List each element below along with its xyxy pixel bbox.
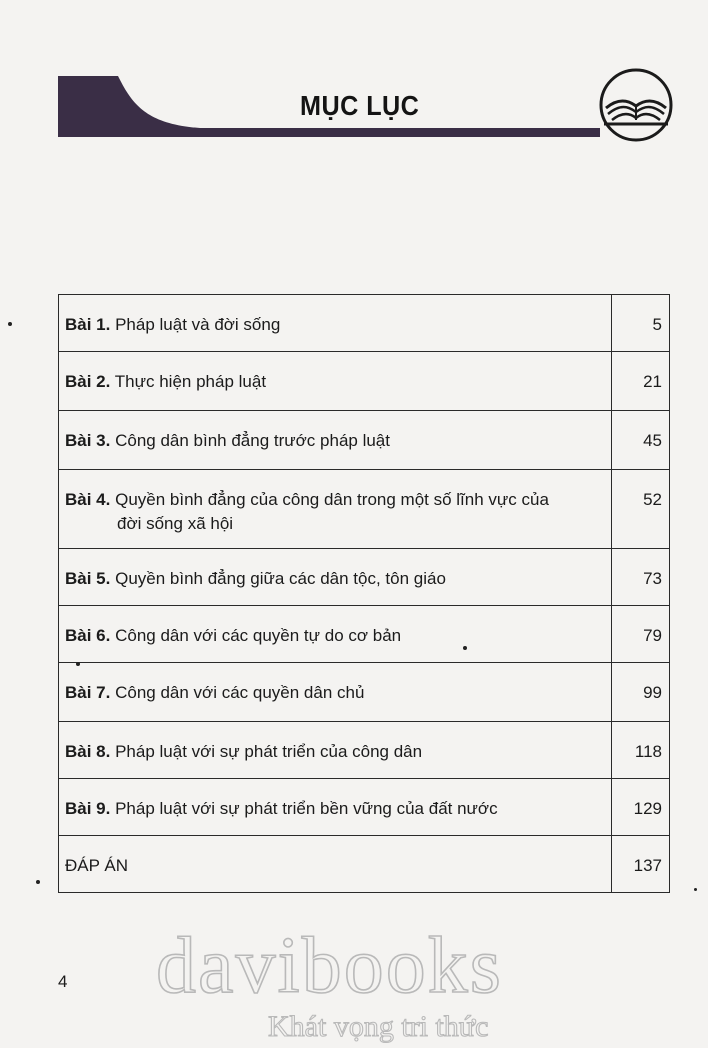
toc-lesson-cell [59, 836, 612, 893]
scan-speck [463, 646, 467, 650]
toc-page-cell: 129 [612, 779, 670, 836]
lesson-title-line2: đời sống xã hội [117, 514, 234, 533]
lesson-number: Bài 9. [65, 799, 111, 818]
page-title: MỤC LỤC [300, 90, 420, 121]
toc-page-cell: 118 [612, 722, 670, 779]
toc-lesson-cell [59, 549, 612, 606]
lesson-title: Công dân với các quyền tự do cơ bản [115, 626, 402, 645]
toc-table [58, 294, 670, 893]
toc-row[interactable] [59, 411, 670, 470]
toc-page-cell: 45 [612, 411, 670, 470]
toc-page-cell: 137 [612, 836, 670, 893]
watermark-brand: davibooks [156, 922, 503, 1010]
page-number: 4 [58, 972, 68, 991]
toc-page-cell: 73 [612, 549, 670, 606]
lesson-number: Bài 3. [65, 431, 111, 450]
watermark [0, 900, 708, 1048]
toc-row[interactable] [59, 295, 670, 352]
watermark-slogan: Khát vọng tri thức [268, 1010, 489, 1043]
toc-row[interactable] [59, 352, 670, 411]
lesson-title: Quyền bình đẳng giữa các dân tộc, tôn giáo [115, 569, 446, 588]
toc-lesson-cell [59, 663, 612, 722]
toc-lesson-cell [59, 606, 612, 663]
toc-row[interactable] [59, 722, 670, 779]
toc-row[interactable] [59, 470, 670, 549]
lesson-number: Bài 5. [65, 569, 111, 588]
toc-lesson-cell [59, 352, 612, 411]
toc-lesson-cell [59, 779, 612, 836]
lesson-title: Pháp luật với sự phát triển của công dân [115, 742, 423, 761]
open-book-icon [601, 70, 671, 140]
lesson-title: Công dân bình đẳng trước pháp luật [115, 431, 390, 450]
toc-row[interactable] [59, 663, 670, 722]
lesson-title: ĐÁP ÁN [65, 856, 128, 875]
scan-speck [694, 888, 697, 891]
toc-lesson-cell [59, 295, 612, 352]
toc-page-cell: 99 [612, 663, 670, 722]
lesson-number: Bài 8. [65, 742, 111, 761]
lesson-title: Công dân với các quyền dân chủ [115, 683, 365, 702]
lesson-title: Quyền bình đẳng của công dân trong một số lĩnh vực của [115, 490, 549, 509]
lesson-title: Pháp luật với sự phát triển bền vững của đất nước [115, 799, 498, 818]
toc-row[interactable] [59, 779, 670, 836]
lesson-number: Bài 1. [65, 315, 111, 334]
lesson-number: Bài 2. [65, 372, 111, 391]
scan-speck [36, 880, 40, 884]
scan-speck [76, 662, 80, 666]
lesson-number: Bài 7. [65, 683, 111, 702]
toc-page-cell: 79 [612, 606, 670, 663]
toc-page-cell: 5 [612, 295, 670, 352]
toc-lesson-cell [59, 470, 612, 549]
toc-row[interactable] [59, 836, 670, 893]
lesson-number: Bài 6. [65, 626, 111, 645]
toc-page-cell: 21 [612, 352, 670, 411]
toc-row[interactable] [59, 549, 670, 606]
toc-lesson-cell [59, 411, 612, 470]
toc-page-cell: 52 [612, 470, 670, 549]
lesson-number: Bài 4. [65, 490, 111, 509]
header-band [0, 0, 708, 150]
scan-speck [8, 322, 12, 326]
toc-lesson-cell [59, 722, 612, 779]
toc-row[interactable] [59, 606, 670, 663]
lesson-title: Thực hiện pháp luật [114, 372, 267, 391]
lesson-title: Pháp luật và đời sống [115, 315, 281, 334]
